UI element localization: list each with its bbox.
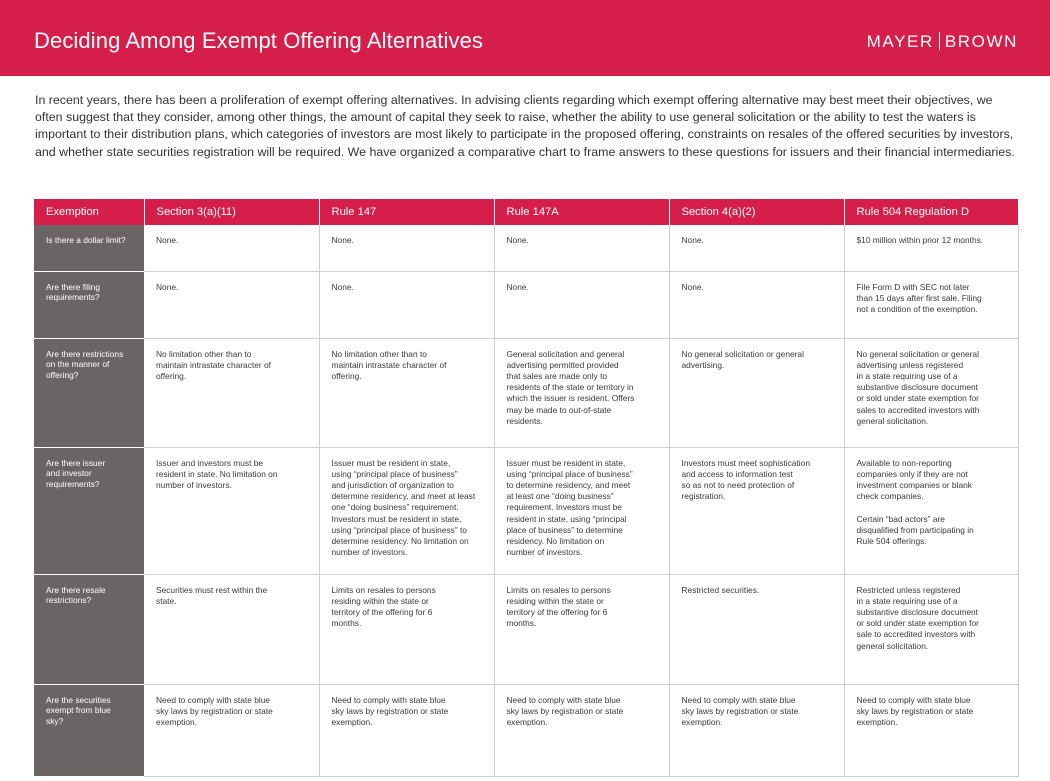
- table-row: [34, 225, 1018, 271]
- table-row: [34, 271, 1018, 338]
- intro-paragraph: In recent years, there has been a proliferation of exempt offering alternatives. In advising clients regarding which exempt offering alternative may best meet their objectives, we often suggest that they consider, among other things, the amount of capital they seek to raise, whether the ability to use general solicitation or the ability to test the waters is important to their distribution plans, which categories of investors are most likely to participate in the proposed offering, constraints on resales of the offered securities by investors, and whether state securities registration will be required. We have organized a comparative chart to frame answers to these questions for issuers and their financial intermediaries.: [35, 93, 1015, 159]
- row-label: Are there resale restrictions?: [34, 574, 144, 684]
- table-cell: Issuer and investors must be resident in state. No limitation on number of investors.: [144, 447, 319, 574]
- column-header-exemption: Exemption: [34, 199, 144, 225]
- table-cell: Need to comply with state blue sky laws by registration or state exemption.: [319, 684, 494, 776]
- table-cell: None.: [144, 271, 319, 338]
- table-cell: Restricted unless registered in a state requiring use of a substantive disclosure document or sold under state exemption for sale to accredited investors with general solicitation.: [844, 574, 1018, 684]
- table-cell: Limits on resales to persons residing within the state or territory of the offering for 6 months.: [494, 574, 669, 684]
- column-header-section-4a2: Section 4(a)(2): [669, 199, 844, 225]
- column-header-rule-147: Rule 147: [319, 199, 494, 225]
- row-label: Are there filing requirements?: [34, 271, 144, 338]
- column-header-rule-147a: Rule 147A: [494, 199, 669, 225]
- table-cell: $10 million within prior 12 months.: [844, 225, 1018, 271]
- table-cell: Securities must rest within the state.: [144, 574, 319, 684]
- table-cell: No limitation other than to maintain intrastate character of offering.: [144, 338, 319, 447]
- brand-logo: [867, 32, 1018, 52]
- table-cell: Available to non-reporting companies only if they are not investment companies or blank check companies. Certain “bad actors” are disqualified from participating in Rule 504 offerings.: [844, 447, 1018, 574]
- table-row: [34, 447, 1018, 574]
- table-cell: None.: [494, 271, 669, 338]
- table-cell: No general solicitation or general advertising unless registered in a state requiring use of a substantive disclosure document or sold under state exemption for sales to accredited investors with general solicitation.: [844, 338, 1018, 447]
- table-cell: Need to comply with state blue sky laws by registration or state exemption.: [844, 684, 1018, 776]
- table-cell: None.: [319, 271, 494, 338]
- table-row: [34, 338, 1018, 447]
- comparison-table: [34, 199, 1019, 777]
- table-cell: No general solicitation or general advertising.: [669, 338, 844, 447]
- row-label: Is there a dollar limit?: [34, 225, 144, 271]
- brand-logo-left: MAYER: [866, 32, 934, 51]
- brand-logo-divider: [939, 32, 940, 50]
- table-cell: None.: [144, 225, 319, 271]
- table-cell: General solicitation and general advertising permitted provided that sales are made only to residents of the state or territory in which the issuer is resident. Offers may be made to out-of-state residents.: [494, 338, 669, 447]
- table-cell: No limitation other than to maintain intrastate character of offering.: [319, 338, 494, 447]
- table-row: [34, 684, 1018, 776]
- page-title: Deciding Among Exempt Offering Alternatives: [34, 28, 484, 53]
- table-cell: Issuer must be resident in state, using “principal place of business” to determine residency, and meet at least one “doing business” requirement. Investors must be resident in state, using “principal place of business” to determine residency. No limitation on number of investors.: [494, 447, 669, 574]
- table-cell: None.: [494, 225, 669, 271]
- table-cell: Issuer must be resident in state, using “principal place of business” and jurisdiction of organization to determine residency, and meet at least one “doing business” requirement. Investors must be resident in state, using “principal place of business” to determine residency. No limitation on number of investors.: [319, 447, 494, 574]
- table-cell: None.: [319, 225, 494, 271]
- table-cell: File Form D with SEC not later than 15 days after first sale. Filing not a condition of the exemption.: [844, 271, 1018, 338]
- brand-logo-right: BROWN: [944, 32, 1018, 51]
- table-cell: Limits on resales to persons residing within the state or territory of the offering for 6 months.: [319, 574, 494, 684]
- row-label: Are there restrictions on the manner of offering?: [34, 338, 144, 447]
- table-cell: None.: [669, 271, 844, 338]
- column-header-section-3a11: Section 3(a)(11): [144, 199, 319, 225]
- table-header-row: [34, 199, 1018, 225]
- row-label: Are the securities exempt from blue sky?: [34, 684, 144, 776]
- column-header-rule-504: Rule 504 Regulation D: [844, 199, 1018, 225]
- table-row: [34, 574, 1018, 684]
- table-cell: Need to comply with state blue sky laws by registration or state exemption.: [669, 684, 844, 776]
- table-cell: Investors must meet sophistication and access to information test so as not to need protection of registration.: [669, 447, 844, 574]
- header-banner: [0, 0, 1050, 76]
- table-cell: Need to comply with state blue sky laws by registration or state exemption.: [494, 684, 669, 776]
- table-cell: Need to comply with state blue sky laws by registration or state exemption.: [144, 684, 319, 776]
- row-label: Are there issuer and investor requirements?: [34, 447, 144, 574]
- table-cell: None.: [669, 225, 844, 271]
- table-cell: Restricted securities.: [669, 574, 844, 684]
